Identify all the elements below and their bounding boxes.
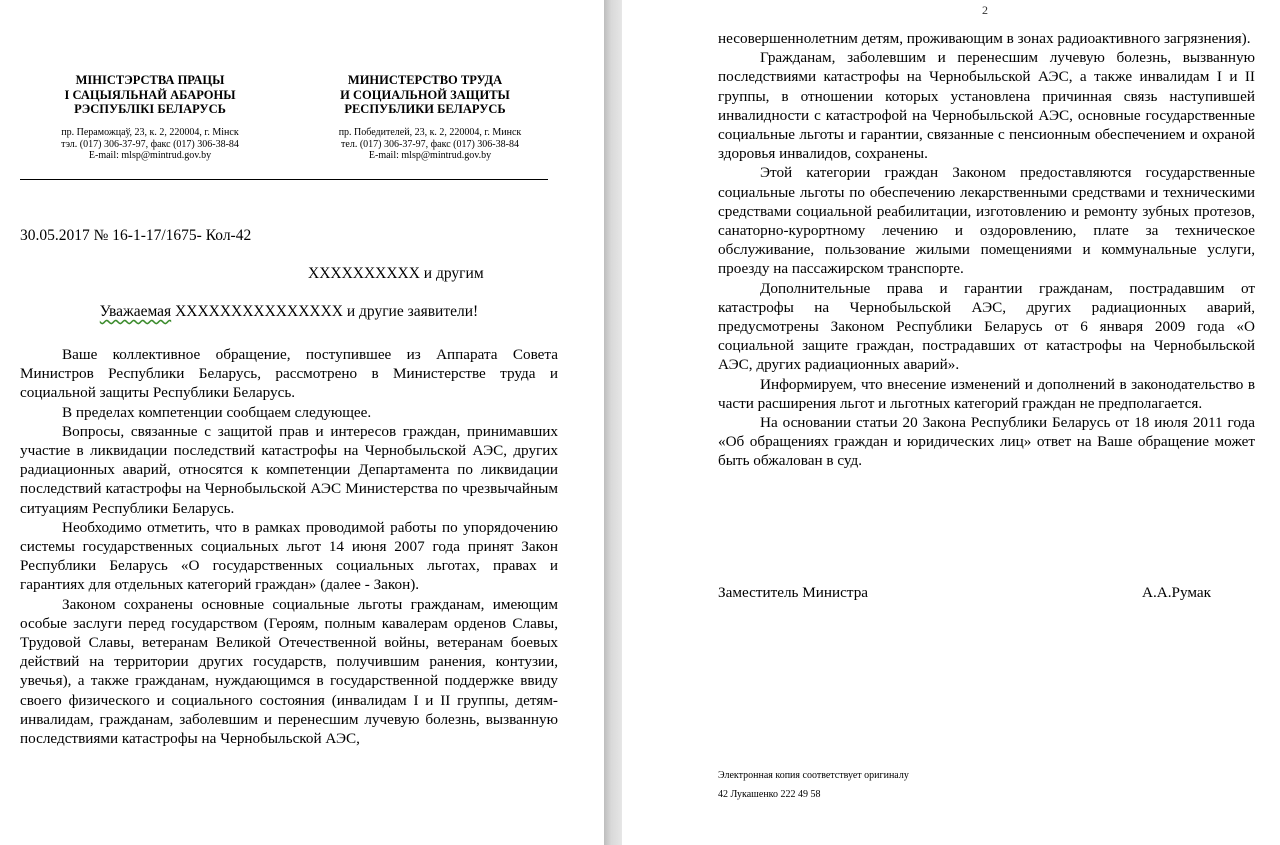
header-line: МИНИСТЕРСТВО ТРУДА	[347, 73, 503, 87]
addressee: ХХХХХХХХХХ и другим	[308, 265, 484, 282]
body-paragraph: Законом сохранены основные социальные льготы гражданам, имеющим особые заслуги перед государством (Героям, полным кавалерам орденов Славы, Трудовой Славы, ветеранам Великой Отечественной войны, ветеранам боевых действий на территории других государств, получившим ранения, контузии, увечья), а также гражданам, нуждающимся в государственной поддержке ввиду своего физического и социального состояния (инвалидам I и II группы, детям-инвалидам, гражданам, заболевшим и перенесшим лучевую болезнь, вызванную последствиями катастрофы на Чернобыльской АЭС,	[20, 595, 558, 748]
page-number: 2	[982, 3, 988, 17]
document-page-1	[0, 0, 604, 845]
letter-reference: 30.05.2017 № 16-1-17/1675- Кол-42	[20, 227, 252, 244]
body-paragraph: Необходимо отметить, что в рамках проводимой работы по упорядочению системы государственных социальных льгот 14 июня 2007 года принят Закон Республики Беларусь «О государственных социальных льготах, правах и гарантиях для отдельных категорий граждан» (далее - Закон).	[20, 518, 558, 594]
salutation-rest: ХХХХХХХХХХХХХХХ и другие заявители!	[171, 303, 479, 320]
header-divider	[20, 179, 548, 180]
body-paragraph: В пределах компетенции сообщаем следующее.	[62, 403, 372, 421]
page-separator	[604, 0, 622, 845]
document-page-2	[622, 0, 1280, 845]
signer-title: Заместитель Министра	[718, 584, 869, 601]
body-paragraph: На основании статьи 20 Закона Республики Беларусь от 18 июля 2011 года «Об обращениях граждан и юридических лиц» ответ на Ваше обращение может быть обжалован в суд.	[718, 414, 1255, 470]
salutation-word: Уважаемая	[99, 303, 172, 320]
body-paragraph: Информируем, что внесение изменений и дополнений в законодательство в части расширения льгот и льготных категорий граждан не предполагается.	[718, 375, 1255, 412]
header-line: МІНІСТЭРСТВА ПРАЦЫ	[75, 73, 225, 87]
body-paragraph: Гражданам, заболевшим и перенесшим лучевую болезнь, вызванную последствиями катастрофы на Чернобыльской АЭС, а также инвалидам I и II группы, в отношении которых установлена причинная связь наступившей инвалидности с катастрофой на Чернобыльской АЭС, основные государственные социальные льготы и гарантии, связанные с пенсионным обеспечением и охраной здоровья инвалидов, сохранены.	[718, 49, 1255, 163]
ministry-header-belarusian	[40, 73, 260, 117]
letter-body-page-2	[718, 29, 1255, 471]
body-paragraph: Этой категории граждан Законом предоставляются государственные социальные льготы по обеспечению лекарственными средствами и техническими средствами социальной реабилитации, изготовлению и ремонту зубных протезов, санаторно-курортному лечению и оздоровлению, плате за техническое обслуживание, пользование жилыми помещениями и коммунальные услуги, проезду на пассажирском транспорте.	[718, 164, 1255, 278]
phone-line: тел. (017) 306-37-97, факс (017) 306-38-84	[341, 138, 519, 150]
email-line: E-mail: mlsp@mintrud.gov.by	[88, 150, 212, 161]
body-paragraph: Вопросы, связанные с защитой прав и интересов граждан, принимавших участие в ликвидации последствий катастрофы на Чернобыльской АЭС, других радиационных аварий, относятся к компетенции Департамента по ликвидации последствий катастрофы на Чернобыльской АЭС Министерства по чрезвычайным ситуациям Республики Беларусь.	[20, 422, 558, 517]
letter-body-page-1	[20, 345, 558, 748]
address-line: пр. Победителей, 23, к. 2, 220004, г. Минск	[338, 127, 522, 138]
ministry-header-russian	[310, 73, 540, 117]
header-line: РЕСПУБЛИКИ БЕЛАРУСЬ	[344, 102, 506, 116]
address-line: пр. Пераможцаў, 23, к. 2, 220004, г. Мінск	[61, 127, 239, 138]
header-line: И СОЦИАЛЬНОЙ ЗАЩИТЫ	[340, 87, 510, 102]
body-paragraph: Дополнительные права и гарантии гражданам, пострадавшим от катастрофы на Чернобыльской АЭС, других радиационных аварий, предусмотрены Законом Республики Беларусь от 6 января 2009 года «О социальной защите граждан, пострадавших от катастрофы на Чернобыльской АЭС, других радиационных аварий».	[718, 279, 1255, 374]
signer-name: А.А.Румак	[1142, 584, 1211, 601]
electronic-copy-note: Электронная копия соответствует оригиналу	[718, 770, 909, 781]
salutation	[20, 303, 558, 321]
body-paragraph: Ваше коллективное обращение, поступившее из Аппарата Совета Министров Республики Беларусь, рассмотрено в Министерстве труда и социальной защиты Республики Беларусь.	[20, 346, 558, 402]
executor-note: 42 Лукашенко 222 49 58	[718, 789, 821, 800]
header-line: І САЦЫЯЛЬНАЙ АБАРОНЫ	[64, 87, 236, 102]
ministry-address-russian	[310, 127, 550, 162]
phone-line: тэл. (017) 306-37-97, факс (017) 306-38-84	[61, 138, 239, 150]
email-line: E-mail: mlsp@mintrud.gov.by	[368, 150, 492, 161]
header-line: РЭСПУБЛІКІ БЕЛАРУСЬ	[74, 102, 226, 116]
ministry-address-belarusian	[40, 127, 260, 162]
body-paragraph-continuation: несовершеннолетним детям, проживающим в зонах радиоактивного загрязнения).	[718, 30, 1251, 47]
